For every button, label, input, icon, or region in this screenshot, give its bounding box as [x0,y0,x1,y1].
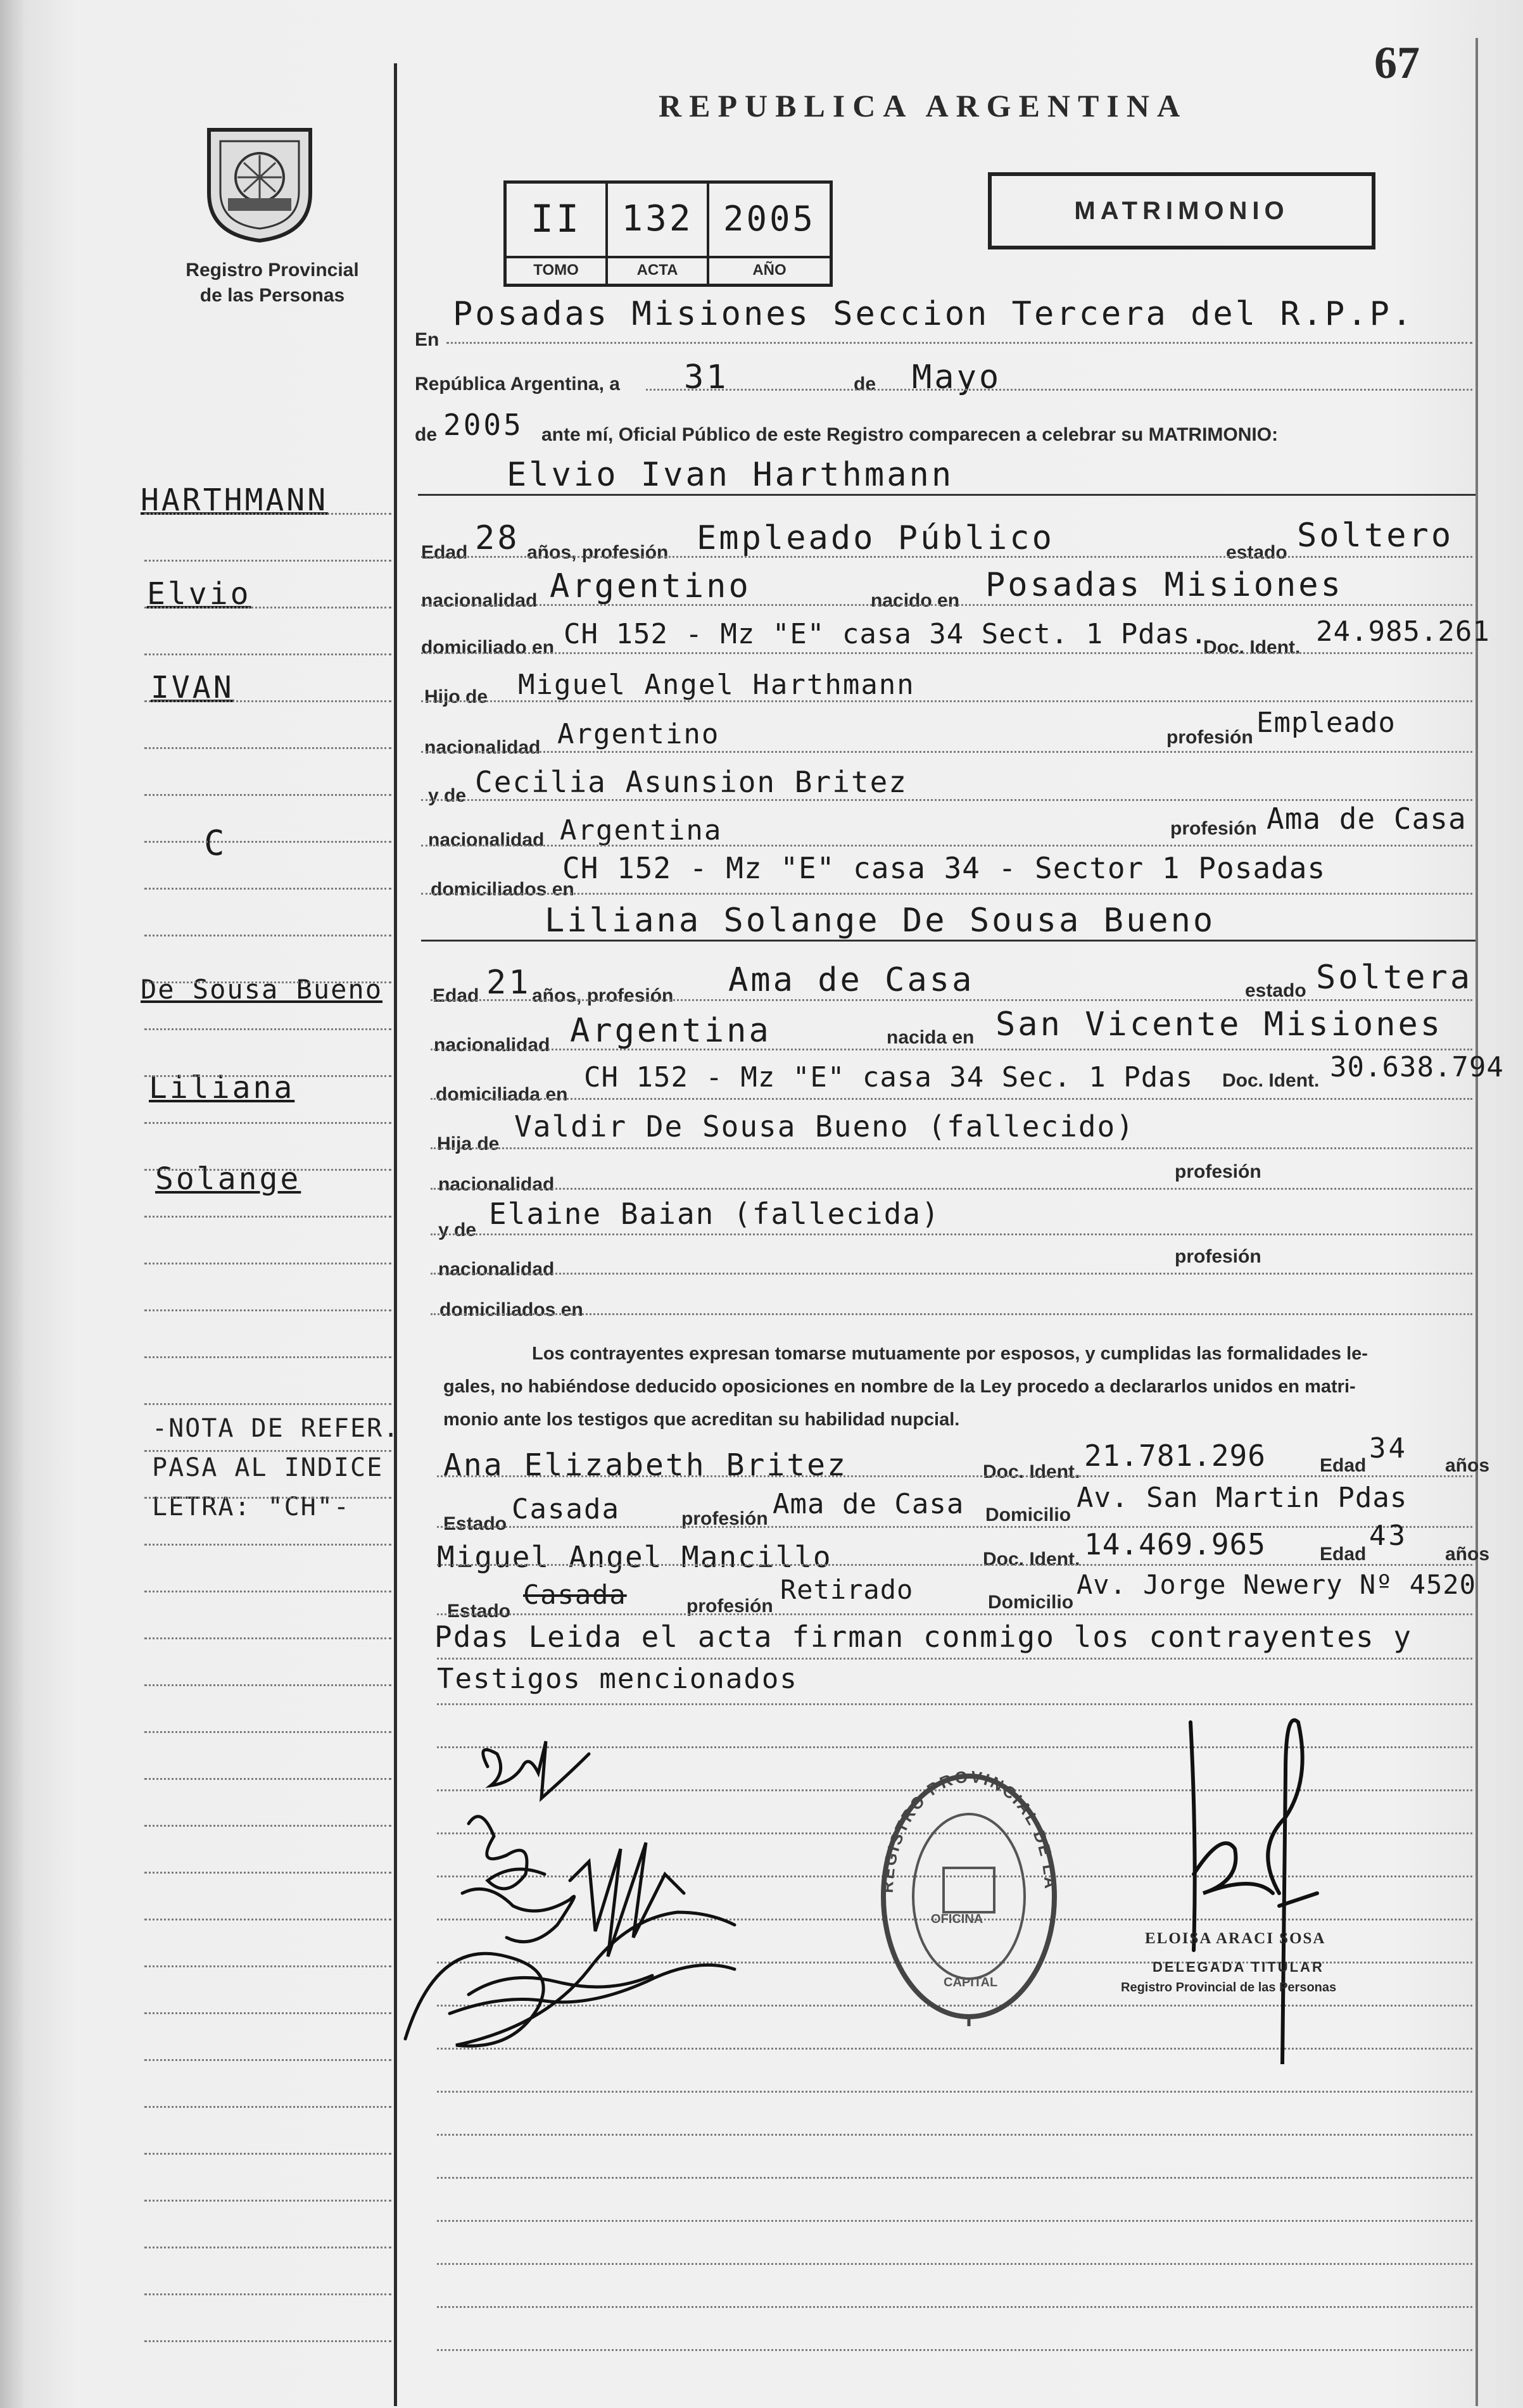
groom-father-nat-label: nacionalidad [424,737,541,758]
declaration-line1: Los contrayentes expresan tomarse mutuamente por esposos, y cumplidas las formalidades le- [532,1344,1368,1364]
bride-estado-label: estado [1245,980,1306,1001]
de-label: de [854,374,876,394]
groom-father-prof-label: profesión [1166,727,1253,748]
right-margin-line [1476,38,1478,2406]
groom-hijo-label: Hijo de [424,686,488,707]
bride-doc-label: Doc. Ident. [1222,1070,1320,1091]
witness1-doc-label: Doc. Ident. [983,1461,1080,1482]
dotted-line [431,1273,1472,1275]
dotted-line [437,1613,1472,1615]
margin-bride-first: Liliana [149,1070,295,1106]
dotted-line [421,845,1472,847]
ruled-line [144,1075,391,1077]
ruled-line [437,2177,1472,2179]
closing-line2: Testigos mencionados [437,1663,798,1695]
ruled-line [144,560,391,562]
margin-note [152,1409,400,1527]
groom-mother-prof: Ama de Casa [1267,802,1467,836]
registry-name [127,258,418,308]
witness1-age: 34 [1369,1432,1408,1465]
official-name: ELOISA ARACI SOSA [1145,1930,1326,1947]
ruled-line [144,2059,391,2061]
witness1-profession: Ama de Casa [773,1488,964,1520]
margin-bride-middle: Solange [155,1161,301,1197]
ruled-line [144,2247,391,2248]
solid-rule [418,494,1476,496]
bride-profession: Ama de Casa [728,961,975,999]
ruled-line [144,1309,391,1311]
dotted-line [421,751,1472,753]
dotted-line [646,389,1472,391]
witness1-anos-label: años [1445,1455,1490,1476]
ruled-line [144,1403,391,1405]
bride-status: Soltera [1316,959,1473,997]
bride-doc: 30.638.794 [1330,1051,1504,1083]
stamp-bottom: CAPITAL [944,1976,998,1989]
dotted-line [437,1564,1472,1566]
groom-profession: Empleado Público [697,519,1054,557]
ruled-line [144,2200,391,2202]
dotted-line [431,1233,1472,1235]
bride-hija-label: Hija de [437,1133,500,1154]
svg-text:REGISTRO PROVINCIAL DE LAS PER [868,1760,1060,1893]
groom-doc-label: Doc. Ident. [1203,637,1301,658]
ruled-line [144,1497,391,1499]
registry-seal-icon [203,117,317,244]
official-title: DELEGADA TITULAR [1153,1959,1324,1975]
declaration [443,1337,1495,1436]
ruled-line [144,1263,391,1264]
ruled-line [144,2012,391,2014]
witness2-doc: 14.469.965 [1084,1527,1266,1561]
margin-groom-middle: IVAN [151,670,234,705]
ruled-line [144,1872,391,1874]
ruled-line [144,1965,391,1967]
dotted-line [421,893,1472,895]
groom-status: Soltero [1297,517,1454,555]
dotted-line [421,652,1472,654]
witness2-profession: Retirado [780,1574,914,1605]
witness1-prof-label: profesión [681,1508,768,1529]
groom-father: Miguel Angel Harthmann [518,669,915,701]
groom-mother: Cecilia Asunsion Britez [475,765,907,799]
bride-father-prof-label: profesión [1175,1161,1261,1182]
ruled-line [144,1216,391,1218]
witness2-estado-label: Estado [447,1601,511,1622]
witness2-dom-label: Domicilio [988,1592,1074,1613]
dotted-line [431,1313,1472,1315]
ruled-line [144,794,391,796]
groom-mother-nat-label: nacionalidad [428,829,545,850]
witness2-anos-label: años [1445,1544,1490,1565]
groom-doc: 24.985.261 [1316,615,1490,648]
record-type-box: MATRIMONIO [988,172,1375,249]
ruled-line [144,1356,391,1358]
margin-note-line3: LETRA: "CH"- [152,1492,350,1522]
ruled-line [144,1450,391,1452]
witness2-edad-label: Edad [1320,1544,1367,1565]
bride-domicilio-label: domiciliada en [436,1084,568,1105]
dotted-line [431,1049,1472,1050]
ruled-line [437,2220,1472,2222]
ruled-line [144,513,391,515]
en-label: En [415,329,439,350]
groom-birthplace: Posadas Misiones [985,566,1343,604]
dotted-line [421,700,1472,702]
acta-label: ACTA [608,258,709,284]
anio-value: 2005 [709,184,830,258]
ruled-line [144,747,391,749]
bride-father: Valdir De Sousa Bueno (fallecido) [514,1109,1135,1144]
bride-parents-dom-label: domiciliados en [439,1299,583,1320]
official-signature-icon [1165,1684,1336,2064]
bride-birthplace: San Vicente Misiones [995,1005,1443,1043]
bride-nacida-label: nacida en [887,1027,975,1048]
ruled-line [144,2106,391,2108]
groom-mother-prof-label: profesión [1170,818,1257,839]
ruled-line [144,935,391,936]
groom-name: Elvio Ivan Harthmann [507,456,954,494]
groom-parents-address: CH 152 - Mz "E" casa 34 - Sector 1 Posadas [562,851,1326,885]
declaration-line2: gales, no habiéndose deducido oposiciones en nombre de la Ley procedo a declararlos unidos en matri- [443,1377,1356,1397]
anio-label: AÑO [752,262,787,279]
groom-nationality: Argentino [550,567,751,605]
ruled-line [437,2306,1472,2308]
margin-connector: C [204,823,227,863]
ruled-line [437,2349,1472,2351]
groom-edad-label: Edad [421,542,468,563]
dotted-line [437,1658,1472,1660]
declaration-line3: monio ante los testigos que acreditan su habilidad nupcial. [443,1409,960,1430]
groom-nationality-label: nacionalidad [421,590,538,611]
header-month: Mayo [912,358,1002,396]
witness1-dom-label: Domicilio [985,1504,1071,1525]
groom-domicilio-label: domiciliado en [421,637,555,658]
ruled-line [144,653,391,655]
ruled-line [144,1778,391,1780]
witness1-status: Casada [512,1493,620,1525]
official-office: Registro Provincial de las Personas [1121,1981,1337,1995]
bride-name: Liliana Solange De Sousa Bueno [545,902,1216,940]
bride-edad-label: Edad [433,985,479,1006]
closing-line1: Pdas Leida el acta firman conmigo los contrayentes y [434,1620,1413,1654]
bride-address: CH 152 - Mz "E" casa 34 Sec. 1 Pdas [584,1061,1194,1094]
country-label: República Argentina, a [415,374,620,394]
groom-mother-nat: Argentina [560,814,723,847]
margin-groom-first: Elvio [147,576,251,612]
ruled-line [144,2153,391,2155]
dotted-line [431,1188,1472,1190]
ruled-line [437,2134,1472,2136]
witness2-age: 43 [1369,1520,1408,1552]
stamp-inner: OFICINA [931,1912,983,1926]
groom-anos-prof-label: años, profesión [527,542,669,563]
witness1-estado-label: Estado [443,1513,507,1534]
groom-age: 28 [475,519,520,557]
year-prefix: de [415,424,438,445]
ruled-line [437,2091,1472,2093]
ruled-line [144,1028,391,1030]
witness1-edad-label: Edad [1320,1455,1367,1476]
dotted-line [437,1475,1472,1477]
groom-nacido-label: nacido en [871,590,960,611]
groom-father-prof: Empleado [1256,707,1396,739]
dotted-line [431,999,1472,1001]
ruled-line [144,1122,391,1124]
acta-value: 132 [608,184,709,258]
ruled-line [144,607,391,608]
dotted-line [421,556,1472,558]
margin-note-line2: PASA AL INDICE [152,1453,384,1482]
witness1-name: Ana Elizabeth Britez [443,1447,847,1483]
witness2-doc-label: Doc. Ident. [983,1549,1080,1570]
witness1-address: Av. San Martin Pdas [1077,1482,1408,1514]
bride-nationality-label: nacionalidad [434,1035,550,1056]
ruled-line [437,2263,1472,2265]
ruled-line [144,1684,391,1686]
groom-yde-label: y de [428,785,467,806]
ruled-line [144,2340,391,2342]
bride-mother: Elaine Baian (fallecida) [489,1197,940,1231]
ruled-line [144,1825,391,1827]
witness2-status: Casada [523,1579,627,1610]
ruled-line [144,981,391,983]
country-header: REPUBLICA ARGENTINA [659,88,1188,123]
bride-mother-prof-label: profesión [1175,1246,1261,1267]
bride-age: 21 [486,964,531,1002]
page-number: 67 [1374,37,1420,88]
ruled-line [144,1637,391,1639]
ruled-line [144,2293,391,2295]
ruled-line [144,888,391,890]
groom-estado-label: estado [1226,542,1287,563]
header-day: 31 [684,358,729,396]
registry-name-line1: Registro Provincial [186,260,359,281]
bride-mother-nat-label: nacionalidad [438,1259,555,1280]
ruled-line [144,1591,391,1592]
ruled-line [144,700,391,702]
groom-address: CH 152 - Mz "E" casa 34 Sect. 1 Pdas. [564,618,1208,650]
ante-text: ante mí, Oficial Público de este Registro comparecen a celebrar su MATRIMONIO: [541,424,1279,445]
ruled-line [144,1731,391,1733]
tomo-label: TOMO [507,258,608,284]
dotted-line [431,1147,1472,1149]
witness1-doc: 21.781.296 [1084,1439,1266,1473]
bride-nationality: Argentina [570,1012,771,1050]
dotted-line [421,799,1472,801]
dotted-line [446,342,1472,344]
ruled-line [144,1919,391,1920]
groom-father-nat: Argentino [557,718,720,750]
witness2-prof-label: profesión [686,1596,773,1617]
ruled-line [144,841,391,843]
registry-name-line2: de las Personas [199,285,345,306]
witness2-name: Miguel Angel Mancillo [437,1540,832,1574]
groom-parents-dom-label: domiciliados en [431,879,574,900]
margin-groom-surname: HARTHMANN [141,482,329,518]
dotted-line [421,604,1472,606]
signatures-icon [380,1729,785,2083]
ruled-line [144,1169,391,1171]
stamp-circle-text: REGISTRO PROVINCIAL DE LA [877,1767,1061,1894]
witness2-address: Av. Jorge Newery Nº 4520 [1077,1569,1476,1600]
header-place: Posadas Misiones Seccion Tercera del R.P.P. [453,295,1415,333]
header-year: 2005 [443,408,524,442]
tomo-value: II [507,184,608,258]
bride-anos-prof-label: años, profesión [532,985,674,1006]
margin-note-line1: -NOTA DE REFER. [152,1414,400,1443]
bride-yde-label: y de [438,1220,477,1240]
solid-rule [421,940,1476,942]
dotted-line [437,1526,1472,1528]
record-number-box [503,180,833,287]
dotted-line [431,1098,1472,1100]
ruled-line [144,1544,391,1546]
margin-bride-surname: De Sousa Bueno [141,974,383,1005]
bride-father-nat-label: nacionalidad [438,1174,555,1195]
